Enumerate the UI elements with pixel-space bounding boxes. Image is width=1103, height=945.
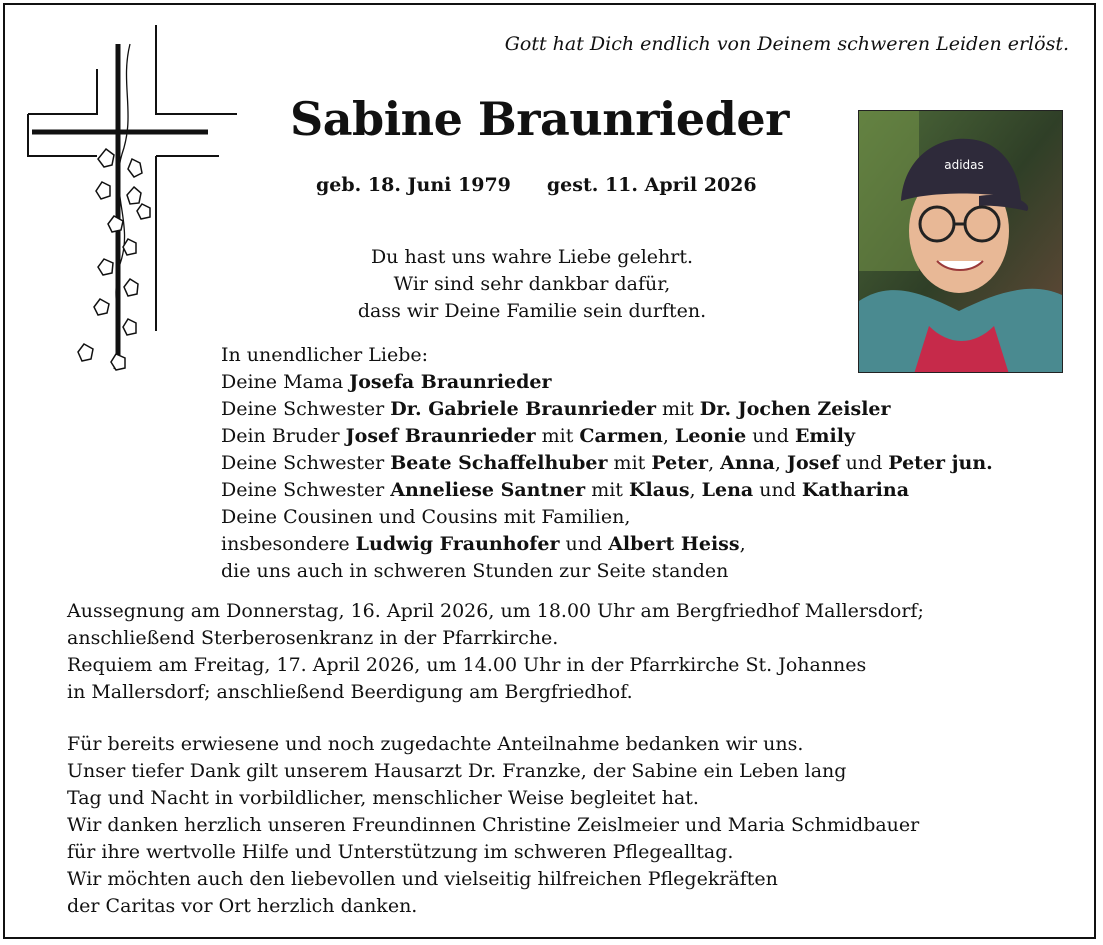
svg-text:adidas: adidas [944, 158, 984, 172]
thanks-line: Wir danken herzlich unseren Freundinnen Christine Zeislmeier und Maria Schmidbauer [67, 814, 920, 836]
mourner-line [221, 369, 993, 396]
poem-line: Du hast uns wahre Liebe gelehrt. [370, 246, 694, 268]
ceremony-line: in Mallersdorf; anschließend Beerdigung am Bergfriedhof. [67, 681, 633, 703]
mourner-text: und [753, 479, 802, 501]
mourner-line [221, 423, 993, 450]
mourners-list [221, 342, 993, 585]
mourner-name: Dr. Jochen Zeisler [699, 398, 891, 420]
mourner-name: Carmen [579, 425, 663, 447]
thanks-line: Für bereits erwiesene und noch zugedachte Anteilnahme bedanken wir uns. [67, 733, 804, 755]
mourner-name: Ludwig Fraunhofer [355, 533, 560, 555]
portrait-photo [858, 110, 1063, 373]
mourner-name: Albert Heiss [608, 533, 740, 555]
thanks-text [67, 731, 919, 920]
ceremony-line: Aussegnung am Donnerstag, 16. April 2026, um 18.00 Uhr am Bergfriedhof Mallersdorf; [67, 600, 924, 622]
mourner-name: Anneliese Santner [390, 479, 586, 501]
mourner-text: , [708, 452, 721, 474]
mourner-name: Klaus [628, 479, 690, 501]
mourner-text: Deine Cousinen und Cousins mit Familien, [221, 506, 631, 528]
mourner-line [221, 558, 993, 585]
mourner-text: Deine Schwester [221, 479, 391, 501]
mourner-name: Beate Schaffelhuber [390, 452, 608, 474]
mourner-text: Deine Schwester [221, 398, 391, 420]
thanks-line: für ihre wertvolle Hilfe und Unterstützung im schweren Pflegealltag. [67, 841, 734, 863]
mourner-text: Dein Bruder [221, 425, 346, 447]
mourner-text: und [746, 425, 795, 447]
mourner-text: insbesondere [221, 533, 356, 555]
motto: Gott hat Dich endlich von Deinem schweren Leiden erlöst. [504, 33, 1069, 55]
mourner-name: Dr. Gabriele Braunrieder [390, 398, 656, 420]
mourner-text: Deine Schwester [221, 452, 391, 474]
mourner-line [221, 477, 993, 504]
mourner-text: , [689, 479, 702, 501]
death-date: gest. 11. April 2026 [546, 174, 757, 196]
mourner-name: Josefa Braunrieder [349, 371, 552, 393]
ceremony-line: Requiem am Freitag, 17. April 2026, um 14.00 Uhr in der Pfarrkirche St. Johannes [67, 654, 867, 676]
mourner-name: Josef Braunrieder [345, 425, 536, 447]
mourner-lines [221, 369, 993, 585]
cross-with-ivy-icon [24, 24, 239, 384]
mourner-text: , [662, 425, 675, 447]
ceremony-line: anschließend Sterberosenkranz in der Pfarrkirche. [67, 627, 559, 649]
mourner-line [221, 450, 993, 477]
mourner-text: Deine Mama [221, 371, 350, 393]
mourner-name: Emily [794, 425, 855, 447]
mourner-text: und [839, 452, 889, 474]
mourner-text: , [739, 533, 746, 555]
thanks-line: Tag und Nacht in vorbildlicher, menschlicher Weise begleitet hat. [67, 787, 699, 809]
mourner-text: und [559, 533, 609, 555]
mourner-name: Anna [720, 452, 775, 474]
life-dates [316, 174, 757, 196]
thanks-line: Wir möchten auch den liebevollen und vielseitig hilfreichen Pflegekräften [67, 868, 778, 890]
mourner-text: mit [607, 452, 652, 474]
deceased-name: Sabine Braunrieder [290, 92, 789, 146]
poem [282, 244, 782, 325]
mourner-text: , [774, 452, 787, 474]
poem-line: Wir sind sehr dankbar dafür, [393, 273, 671, 295]
mourner-name: Josef [786, 452, 840, 474]
mourner-name: Peter jun. [888, 452, 993, 474]
mourners-intro: In unendlicher Liebe: [221, 344, 429, 366]
mourner-name: Peter [651, 452, 709, 474]
mourner-text: mit [585, 479, 629, 501]
mourner-name: Lena [701, 479, 754, 501]
mourner-name: Leonie [674, 425, 747, 447]
birth-date: geb. 18. Juni 1979 [316, 174, 511, 196]
mourner-text: die uns auch in schweren Stunden zur Seite standen [221, 560, 729, 582]
mourner-line [221, 504, 993, 531]
ceremony-details [67, 598, 924, 706]
mourner-name: Katharina [801, 479, 910, 501]
mourner-line [221, 396, 993, 423]
thanks-line: Unser tiefer Dank gilt unserem Hausarzt Dr. Franzke, der Sabine ein Leben lang [67, 760, 847, 782]
mourner-text: mit [655, 398, 700, 420]
mourner-text: mit [535, 425, 580, 447]
mourner-line [221, 531, 993, 558]
thanks-line: der Caritas vor Ort herzlich danken. [67, 895, 418, 917]
poem-line: dass wir Deine Familie sein durften. [357, 300, 707, 322]
